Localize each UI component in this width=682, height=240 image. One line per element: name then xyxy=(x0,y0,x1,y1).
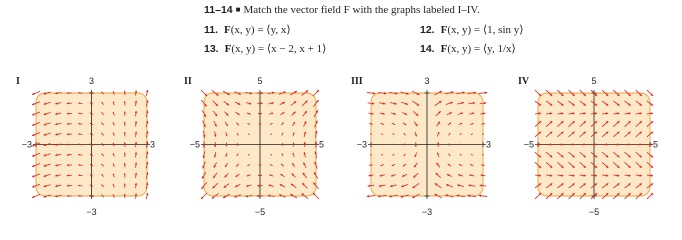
graph-iv-tick-label-right: 5 xyxy=(653,139,659,150)
bullet-square: ■ xyxy=(235,5,241,14)
graph-ii-tick-label-right: 5 xyxy=(319,139,325,150)
graph-iv-tick-label-bottom: −5 xyxy=(588,207,600,217)
graph-iii-tick-label-top: 3 xyxy=(424,76,430,86)
graph-i-label: I xyxy=(16,76,20,87)
graph-ii-tick-label-bottom: −5 xyxy=(254,207,266,217)
exercise-12: 12. F(x, y) = ⟨1, sin y⟩ xyxy=(420,24,524,36)
graph-ii-label: II xyxy=(184,76,192,87)
exercise-13: 13. F(x, y) = ⟨x − 2, x + 1⟩ xyxy=(204,43,327,55)
graph-iv-tick-label-top: 5 xyxy=(591,76,597,86)
graph-iv-tick-label-left: −5 xyxy=(523,139,534,150)
graph-iii-arrowhead xyxy=(485,92,487,94)
exercise-11: 11. F(x, y) = ⟨y, x⟩ xyxy=(204,24,291,36)
graph-i-tick-label-right: 3 xyxy=(150,139,156,150)
graph-i-tick-label-left: −3 xyxy=(21,139,32,150)
graph-iii-tick-label-bottom: −3 xyxy=(421,207,433,217)
problem-instruction: Match the vector field F with the graphs labeled I–IV. xyxy=(243,4,480,16)
graph-iv-label: IV xyxy=(518,76,530,87)
graph-ii-tick-label-top: 5 xyxy=(257,76,263,86)
graph-iii-tick-label-right: 3 xyxy=(486,139,492,150)
problem-range: 11–14 xyxy=(204,4,233,16)
exercise-14: 14. F(x, y) = ⟨y, 1/x⟩ xyxy=(420,43,516,55)
graph-iii-arrowhead xyxy=(367,195,369,197)
graph-i-arrowhead xyxy=(124,91,126,93)
graph-i-tick-label-top: 3 xyxy=(88,76,95,86)
graph-iii-tick-label-left: −3 xyxy=(356,139,367,150)
graph-iii-label: III xyxy=(351,76,363,87)
graph-ii-tick-label-left: −5 xyxy=(189,139,200,150)
graph-i-tick-label-bottom: −3 xyxy=(86,207,97,217)
